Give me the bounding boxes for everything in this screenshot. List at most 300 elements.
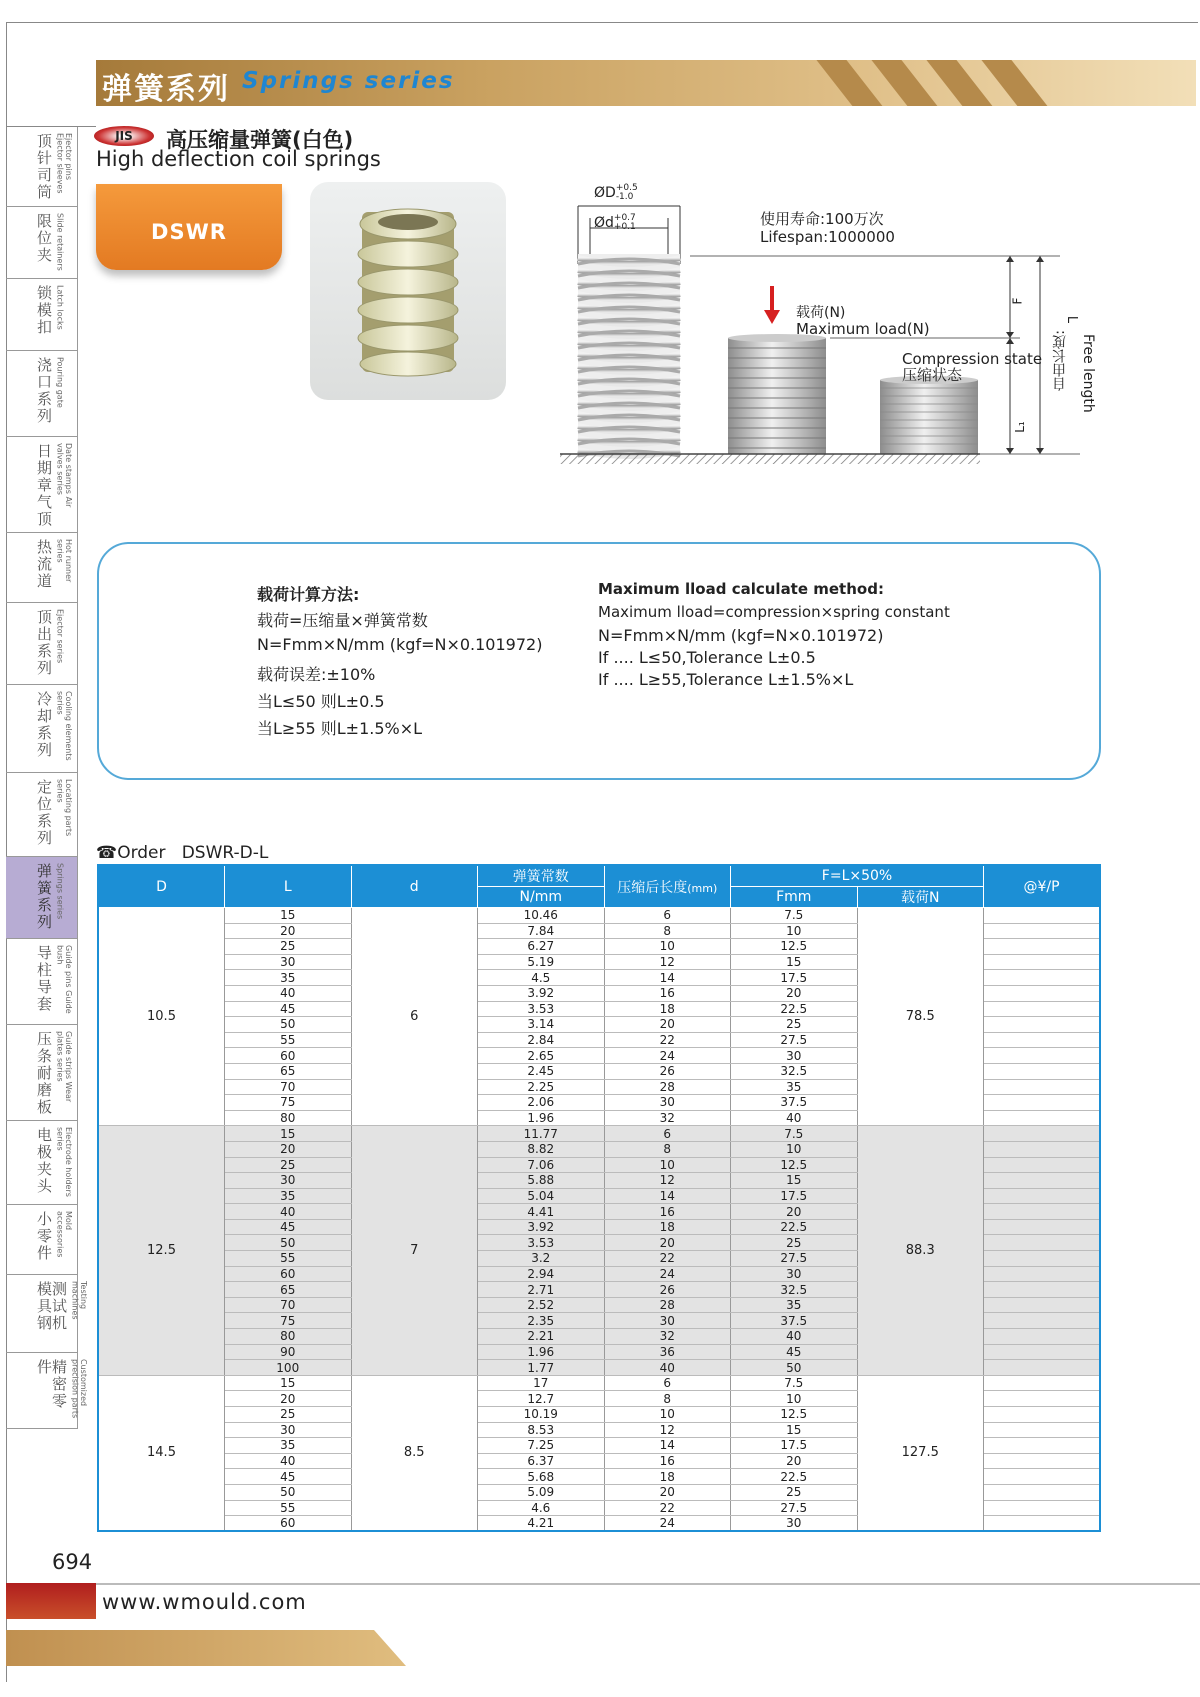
product-title-cn: 高压缩量弹簧(白色) [166,128,354,152]
spec-table [97,864,1101,1532]
table-cell: 20 [731,985,858,1001]
table-cell: 7.5 [731,1126,858,1142]
formula-cn-line: 当L≤50 则L±0.5 [257,692,385,711]
table-cell: 10 [604,1157,731,1173]
table-cell: 15 [731,1422,858,1438]
table-cell: 20 [225,1391,352,1407]
price-cell [984,1407,1101,1423]
formula-cn-line: 载荷=压缩量×弹簧常数 [257,611,428,630]
table-cell: 6.37 [478,1453,605,1469]
sidebar-item-label: 热流道 [35,539,53,590]
table-cell: 32 [604,1110,731,1126]
sidebar-item[interactable] [6,279,78,351]
price-cell [984,1282,1101,1298]
table-cell: 40 [225,985,352,1001]
table-cell: 7.5 [731,908,858,924]
product-title-en: High deflection coil springs [96,147,381,171]
table-cell: 32.5 [731,1282,858,1298]
sidebar-item-label-en: Latch locks [55,285,65,330]
table-cell: 90 [225,1344,352,1360]
l1-label: L₁ [1012,421,1027,433]
sidebar-item[interactable] [6,1205,78,1275]
table-cell: 5.09 [478,1484,605,1500]
table-cell: 60 [225,1266,352,1282]
formula-title-en: Maximum lload calculate method: [598,580,884,598]
table-cell: 30 [604,1313,731,1329]
sidebar-item-label-en: Guide strips Wear plates series [55,1031,73,1103]
table-cell: 17.5 [731,970,858,986]
formula-en-line: N=Fmm×N/mm (kgf=N×0.101972) [598,626,884,645]
table-cell: 17.5 [731,1438,858,1454]
table-cell: 20 [604,1235,731,1251]
sidebar-item[interactable] [6,857,78,939]
table-cell: 100 [225,1360,352,1376]
table-cell: 22.5 [731,1219,858,1235]
sidebar-item-label-en: Pouring gate [55,357,65,408]
sidebar-item-label: 顶出系列 [35,609,53,677]
table-cell: 14 [604,970,731,986]
free-length-cn: 自由长度: [1052,330,1068,391]
compression-label-en: Compression state [902,350,1043,368]
table-cell: 12.5 [98,1126,225,1376]
table-cell: 24 [604,1516,731,1532]
table-cell: 12 [604,1173,731,1189]
table-cell: 25 [225,1157,352,1173]
table-cell: 1.77 [478,1360,605,1376]
table-cell: 25 [731,1484,858,1500]
sidebar-item-label-en: Slide retainers [55,213,65,271]
table-cell: 35 [225,1188,352,1204]
table-cell: 8.5 [351,1375,478,1531]
price-cell [984,1235,1101,1251]
sidebar-item-label-en: Ejector pins Ejector sleeves [55,133,73,194]
table-cell: 7.84 [478,923,605,939]
table-cell: 2.84 [478,1032,605,1048]
table-cell: 22 [604,1500,731,1516]
table-cell: 20 [225,1141,352,1157]
price-cell [984,954,1101,970]
table-cell: 75 [225,1095,352,1111]
table-cell: 10 [604,1407,731,1423]
table-cell: 18 [604,1001,731,1017]
col-price: @¥/P [984,865,1101,908]
table-cell: 20 [225,923,352,939]
sidebar-item-label-en: Electrode holders series [55,1127,73,1197]
table-cell: 50 [225,1235,352,1251]
table-cell: 25 [225,939,352,955]
table-cell: 18 [604,1469,731,1485]
sidebar-item[interactable] [6,1275,88,1353]
table-cell: 17.5 [731,1188,858,1204]
price-cell [984,908,1101,924]
table-cell: 2.25 [478,1079,605,1095]
series-title-en: Springs series [242,68,455,94]
col-load: 载荷N [857,887,984,908]
sidebar-item[interactable] [6,685,78,773]
table-cell: 26 [604,1282,731,1298]
price-cell [984,1469,1101,1485]
f-label: F [1010,297,1025,305]
table-cell: 55 [225,1500,352,1516]
sidebar-item[interactable] [6,1025,78,1121]
sidebar-item-label-en: Springs series [55,863,65,920]
table-cell: 3.92 [478,1219,605,1235]
price-cell [984,1453,1101,1469]
price-cell [984,985,1101,1001]
jis-logo: JIS [94,126,154,146]
sidebar-item-label-en: Date stamps Air valves series [55,443,73,508]
table-cell: 50 [225,1017,352,1033]
table-cell: 45 [731,1344,858,1360]
table-cell: 2.65 [478,1048,605,1064]
price-cell [984,1017,1101,1033]
sidebar-item[interactable] [6,1121,78,1205]
price-cell [984,1313,1101,1329]
phone-icon: ☎ [96,843,118,863]
product-code-badge [96,184,282,270]
sidebar-item-label: 电极夹头 [35,1127,53,1195]
table-cell: 8 [604,923,731,939]
table-cell: 22.5 [731,1469,858,1485]
lifespan-cn: 使用寿命:100万次 [760,210,884,228]
table-cell: 7.25 [478,1438,605,1454]
price-cell [984,1063,1101,1079]
price-cell [984,1219,1101,1235]
table-cell: 35 [731,1079,858,1095]
table-cell: 3.14 [478,1017,605,1033]
price-cell [984,1438,1101,1454]
sidebar-item-label-en: Locating parts series [55,779,73,837]
price-cell [984,1375,1101,1391]
sidebar-item[interactable] [6,127,78,207]
table-cell: 14 [604,1188,731,1204]
od-label: ØD [594,185,616,201]
price-cell [984,1500,1101,1516]
table-cell: 30 [731,1048,858,1064]
table-cell: 75 [225,1313,352,1329]
table-cell: 30 [225,1422,352,1438]
table-cell: 6 [604,1126,731,1142]
table-cell: 10 [731,1141,858,1157]
table-cell: 40 [225,1204,352,1220]
table-cell: 7.5 [731,1375,858,1391]
table-cell: 45 [225,1219,352,1235]
sidebar-item-label: 定位系列 [35,779,53,847]
col-spring-const: 弹簧常数 [478,865,605,887]
sidebar-item[interactable] [6,939,78,1025]
lifespan-en: Lifespan:1000000 [760,228,895,246]
table-cell: 3.2 [478,1251,605,1267]
table-cell: 50 [731,1360,858,1376]
table-cell: 37.5 [731,1313,858,1329]
table-cell: 24 [604,1266,731,1282]
sidebar-item-label-en: Testing machines [70,1281,88,1320]
table-row [98,1375,1100,1391]
formula-en-line: Maximum lload=compression×spring constant [598,603,950,621]
table-cell: 20 [604,1484,731,1500]
table-cell: 80 [225,1329,352,1345]
product-code: DSWR [151,220,227,244]
table-cell: 55 [225,1032,352,1048]
table-cell: 30 [731,1516,858,1532]
table-cell: 65 [225,1282,352,1298]
table-cell: 17 [478,1375,605,1391]
table-cell: 12.5 [731,1407,858,1423]
price-cell [984,1032,1101,1048]
table-cell: 15 [731,1173,858,1189]
footer-red-bar [6,1583,96,1619]
sidebar-item-label: 限位夹 [35,213,53,264]
table-row [98,908,1100,924]
table-cell: 35 [731,1297,858,1313]
table-cell: 12 [604,954,731,970]
category-sidebar [6,127,88,1429]
table-cell: 1.96 [478,1344,605,1360]
free-length-en: Free length [1080,334,1096,413]
table-cell: 30 [225,1173,352,1189]
formula-cn-line: N=Fmm×N/mm (kgf=N×0.101972) [257,635,543,654]
table-cell: 37.5 [731,1095,858,1111]
table-cell: 25 [731,1235,858,1251]
sidebar-item[interactable] [6,603,78,685]
col-compressed-length: 压缩后长度(mm) [604,865,731,908]
table-cell: 22 [604,1251,731,1267]
table-cell: 2.35 [478,1313,605,1329]
price-cell [984,1251,1101,1267]
sidebar-item[interactable] [6,351,78,437]
price-cell [984,1329,1101,1345]
table-cell: 14.5 [98,1375,225,1531]
sidebar-item-label: 导柱导套 [35,945,53,1013]
price-cell [984,1422,1101,1438]
table-cell: 15 [731,954,858,970]
sidebar-item-label: 测试机模具钢 [35,1281,68,1332]
table-cell: 4.21 [478,1516,605,1532]
table-cell: 16 [604,985,731,1001]
table-cell: 10.19 [478,1407,605,1423]
table-cell: 15 [225,1375,352,1391]
table-cell: 40 [604,1360,731,1376]
table-cell: 2.21 [478,1329,605,1345]
sidebar-item-label-en: Customized precision parts [70,1359,88,1419]
table-cell: 78.5 [857,908,984,1126]
table-cell: 12.5 [731,939,858,955]
table-cell: 20 [731,1204,858,1220]
table-cell: 70 [225,1079,352,1095]
table-cell: 2.71 [478,1282,605,1298]
table-cell: 6.27 [478,939,605,955]
series-header [96,60,1196,106]
price-cell [984,923,1101,939]
table-cell: 6 [604,1375,731,1391]
table-cell: 5.19 [478,954,605,970]
sidebar-item-label-en: Guide pins Guide bush [55,945,73,1014]
table-cell: 35 [225,970,352,986]
sidebar-item-label-en: Hot runner series [55,539,73,583]
table-cell: 8.53 [478,1422,605,1438]
table-cell: 2.06 [478,1095,605,1111]
table-cell: 55 [225,1251,352,1267]
table-cell: 26 [604,1063,731,1079]
footer-gold-bar [6,1630,406,1666]
formula-title-cn: 载荷计算方法: [257,585,360,604]
table-cell: 3.92 [478,985,605,1001]
table-cell: 4.41 [478,1204,605,1220]
table-cell: 12 [604,1422,731,1438]
page-number: 694 [52,1550,93,1574]
table-cell: 7.06 [478,1157,605,1173]
table-cell: 25 [225,1407,352,1423]
table-cell: 10.5 [98,908,225,1126]
table-cell: 16 [604,1453,731,1469]
table-cell: 22 [604,1032,731,1048]
price-cell [984,970,1101,986]
col-fmm: Fmm [731,887,858,908]
sidebar-item-label: 冷却系列 [35,691,53,759]
table-cell: 80 [225,1110,352,1126]
website-url: www.wmould.com [102,1590,307,1614]
col-d-outer: D [98,865,225,908]
l-label: L [1064,315,1080,324]
table-cell: 45 [225,1469,352,1485]
price-cell [984,1360,1101,1376]
id-label: Ød [594,215,614,231]
formula-en-line: If .... L≤50,Tolerance L±0.5 [598,648,816,667]
price-cell [984,1344,1101,1360]
sidebar-item-label-en: Ejector series [55,609,65,664]
table-cell: 28 [604,1079,731,1095]
price-cell [984,1001,1101,1017]
sidebar-item-label-en: Mold accessories [55,1211,73,1258]
table-cell: 10.46 [478,908,605,924]
table-cell: 5.88 [478,1173,605,1189]
price-cell [984,1266,1101,1282]
sidebar-item-label-en: Cooling elements series [55,691,73,761]
sidebar-item-label: 压条耐磨板 [35,1031,53,1116]
table-row [98,1126,1100,1142]
formula-cn-line: 当L≥55 则L±1.5%×L [257,719,423,738]
table-cell: 32.5 [731,1063,858,1079]
formula-en-line: If .... L≥55,Tolerance L±1.5%×L [598,670,854,689]
table-cell: 18 [604,1219,731,1235]
price-cell [984,1173,1101,1189]
table-cell: 27.5 [731,1032,858,1048]
sidebar-item-label: 锁模扣 [35,285,53,336]
table-cell: 70 [225,1297,352,1313]
load-label-cn: 载荷(N) [796,305,846,321]
table-cell: 15 [225,908,352,924]
table-cell: 45 [225,1001,352,1017]
table-cell: 27.5 [731,1500,858,1516]
order-code: ☎Order DSWR-D-L [96,843,269,863]
price-cell [984,1079,1101,1095]
price-cell [984,1126,1101,1142]
price-cell [984,1157,1101,1173]
table-cell: 12.7 [478,1391,605,1407]
table-cell: 7 [351,1126,478,1376]
table-cell: 10 [731,1391,858,1407]
sidebar-item-label: 顶针司筒 [35,133,53,201]
table-cell: 5.04 [478,1188,605,1204]
table-cell: 30 [604,1095,731,1111]
table-cell: 22.5 [731,1001,858,1017]
table-cell: 20 [731,1453,858,1469]
price-cell [984,1297,1101,1313]
table-cell: 40 [225,1453,352,1469]
table-cell: 24 [604,1048,731,1064]
col-f-group: F=L×50% [731,865,984,887]
col-d-inner: d [351,865,478,908]
table-cell: 32 [604,1329,731,1345]
col-spring-const-unit: N/mm [478,887,605,908]
price-cell [984,1141,1101,1157]
sidebar-item[interactable] [6,773,78,857]
sidebar-item[interactable] [6,1353,88,1429]
price-cell [984,1188,1101,1204]
table-cell: 60 [225,1048,352,1064]
load-label-en: Maximum load(N) [796,320,930,338]
table-cell: 20 [604,1017,731,1033]
table-cell: 40 [731,1110,858,1126]
table-cell: 88.3 [857,1126,984,1376]
price-cell [984,1095,1101,1111]
table-cell: 127.5 [857,1375,984,1531]
price-cell [984,1391,1101,1407]
price-cell [984,1204,1101,1220]
table-cell: 16 [604,1204,731,1220]
col-l: L [225,865,352,908]
table-cell: 15 [225,1126,352,1142]
table-cell: 14 [604,1438,731,1454]
sidebar-item-label: 浇口系列 [35,357,53,425]
price-cell [984,1048,1101,1064]
sidebar-item-label: 日期章气顶 [35,443,53,528]
price-cell [984,1516,1101,1532]
sidebar-item-label: 小零件 [35,1211,53,1262]
table-cell: 10 [731,923,858,939]
table-cell: 3.53 [478,1235,605,1251]
table-cell: 8 [604,1141,731,1157]
table-cell: 11.77 [478,1126,605,1142]
table-cell: 30 [225,954,352,970]
spring-photo [310,182,506,400]
sidebar-item-label: 弹簧系列 [35,863,53,931]
compression-label-cn: 压缩状态 [902,366,963,384]
table-cell: 40 [731,1329,858,1345]
table-cell: 2.94 [478,1266,605,1282]
table-cell: 1.96 [478,1110,605,1126]
price-cell [984,1110,1101,1126]
table-cell: 4.5 [478,970,605,986]
price-cell [984,1484,1101,1500]
table-cell: 65 [225,1063,352,1079]
table-cell: 27.5 [731,1251,858,1267]
sidebar-item[interactable] [6,437,78,533]
table-cell: 6 [604,908,731,924]
table-cell: 8 [604,1391,731,1407]
sidebar-item[interactable] [6,533,78,603]
table-cell: 3.53 [478,1001,605,1017]
table-cell: 30 [731,1266,858,1282]
table-cell: 25 [731,1017,858,1033]
sidebar-item[interactable] [6,207,78,279]
series-title-cn: 弹簧系列 [102,72,230,107]
table-cell: 36 [604,1344,731,1360]
table-cell: 2.52 [478,1297,605,1313]
table-cell: 60 [225,1516,352,1532]
table-cell: 50 [225,1484,352,1500]
table-cell: 5.68 [478,1469,605,1485]
